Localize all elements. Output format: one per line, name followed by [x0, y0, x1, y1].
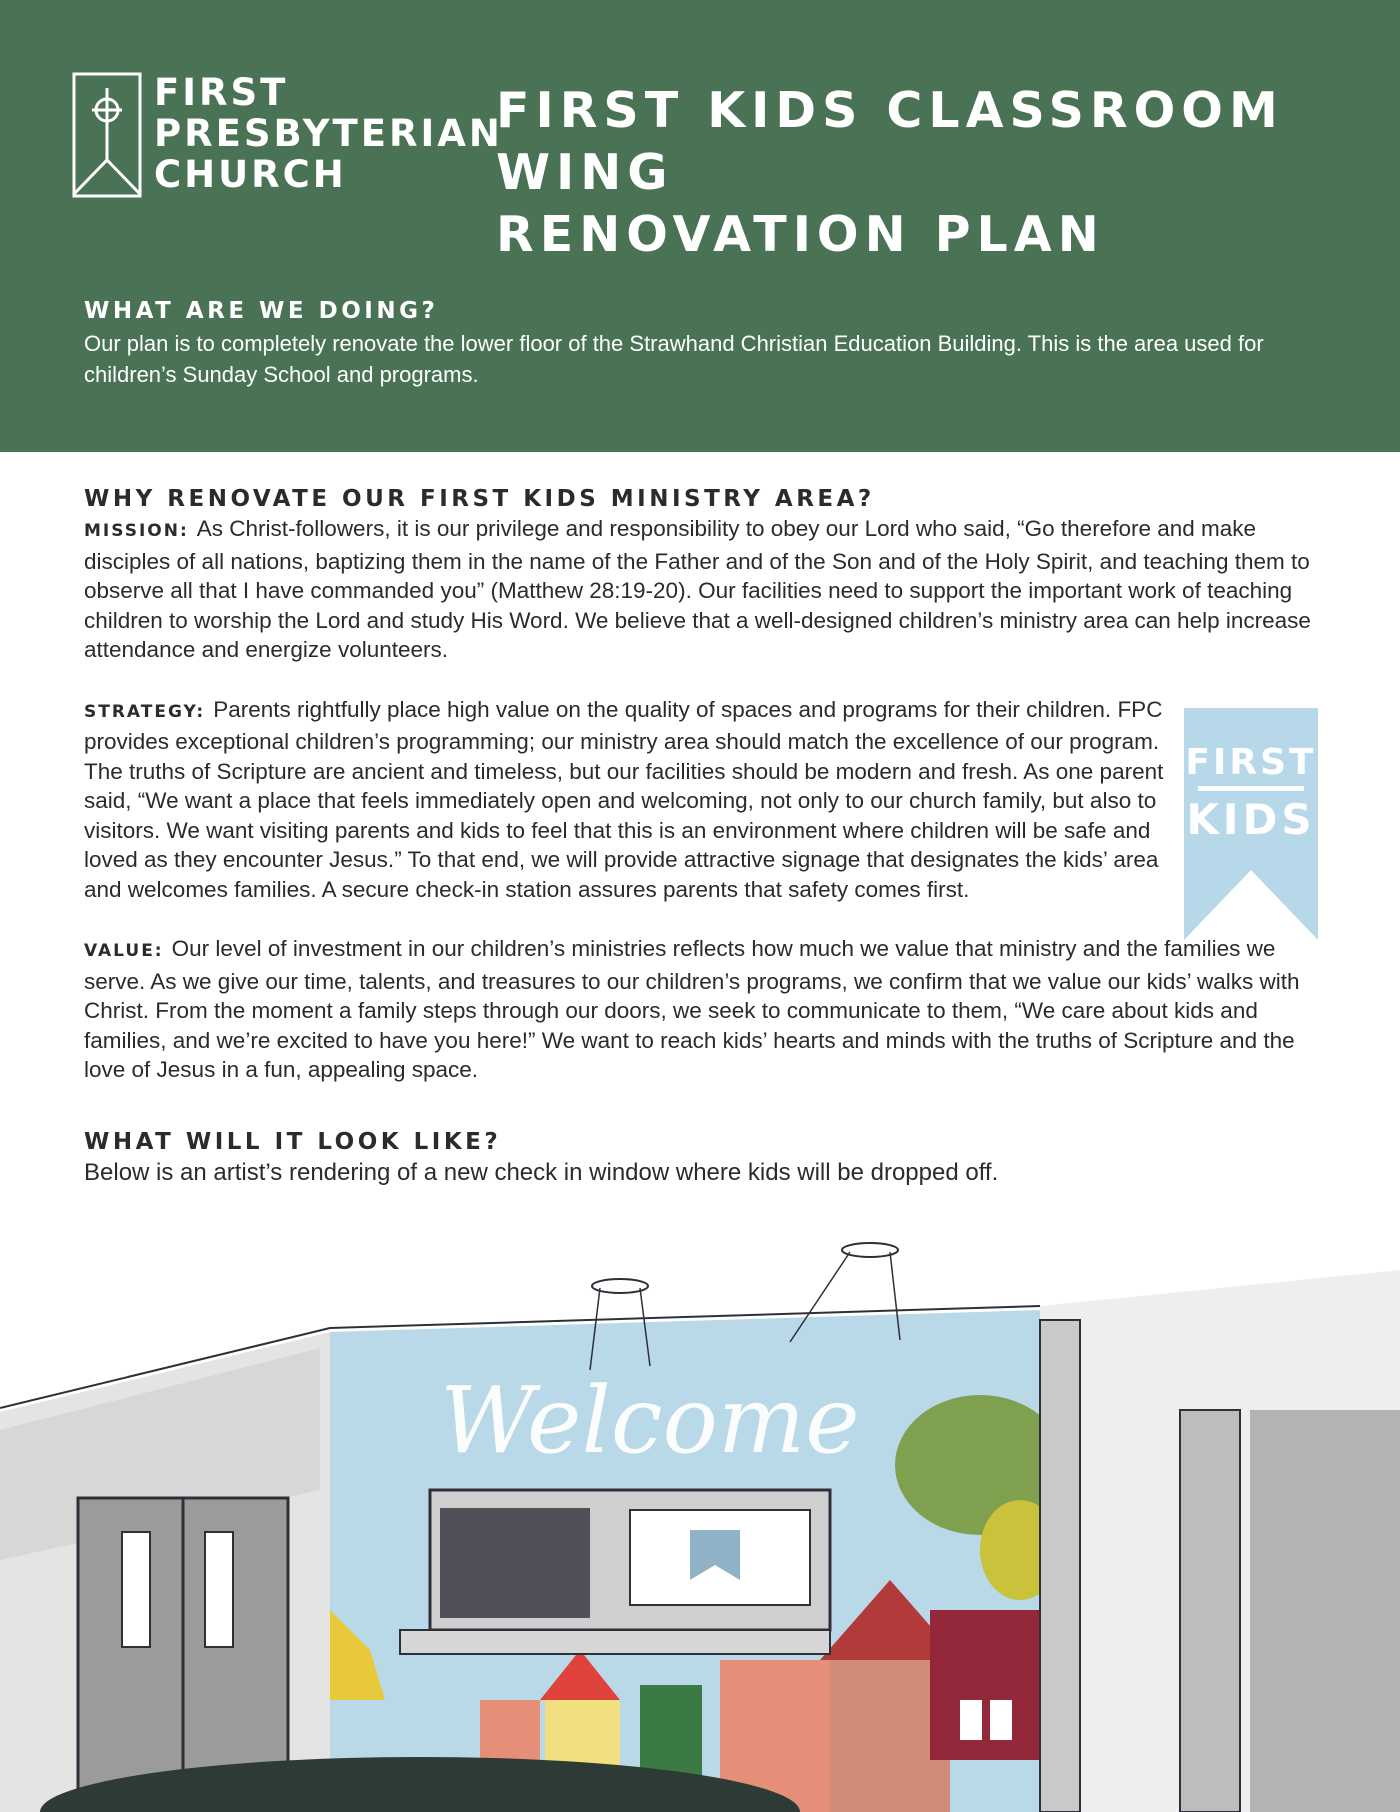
page-title [496, 80, 1376, 266]
header-banner [0, 0, 1400, 452]
strategy-paragraph [84, 695, 1174, 905]
mission-text: As Christ-followers, it is our privilege and responsibility to obey our Lord who said, “Go therefore and make disciples of all nations, baptizing them in the name of the Father and of the Son and of the Holy Spirit, and teaching them to observe all that I have commanded you” (Matthew 28:19-20). Our facilities need to support the important work of teaching children to worship the Lord and study His Word. We believe that a well-designed children’s ministry area can help increase attendance and energize volunteers. [84, 516, 1311, 662]
section-heading-why-renovate: WHY RENOVATE OUR FIRST KIDS MINISTRY AREA? [84, 486, 875, 512]
section-what-are-we-doing [84, 298, 1324, 390]
main-content [84, 486, 1324, 1189]
church-name [154, 72, 503, 195]
mural-welcome-text: Welcome [440, 1367, 860, 1474]
church-steeple-cross-icon [72, 72, 142, 198]
section-what-will-it-look-like [84, 1129, 1324, 1189]
mission-paragraph [84, 514, 1324, 665]
section-heading: WHAT ARE WE DOING? [84, 298, 439, 324]
ribbon-line-2: KIDS [1186, 795, 1316, 844]
value-text: Our level of investment in our children’s ministries reflects how much we value that ministry and the families we serve. As we give our time, talents, and treasures to our children’s programs, we confirm that we value our kids’ walks with Christ. From the moment a family steps through our doors, we seek to communicate to them, “We care about kids and families, and we’re excited to have you here!” We want to reach kids’ hearts and minds with the truths of Scripture and the love of Jesus in a fun, appealing space. [84, 936, 1300, 1082]
page-title-line-1: FIRST KIDS CLASSROOM WING [496, 82, 1284, 201]
page-title-line-2: RENOVATION PLAN [496, 206, 1105, 263]
ribbon-line-1: FIRST [1185, 742, 1317, 783]
church-logo [72, 71, 503, 202]
strategy-block [84, 695, 1324, 905]
church-name-line-2: PRESBYTERIAN [154, 112, 503, 155]
church-name-line-1: FIRST [154, 71, 289, 114]
first-kids-ribbon-logo [1184, 708, 1318, 940]
section-heading-look: WHAT WILL IT LOOK LIKE? [84, 1128, 502, 1155]
church-name-line-3: CHURCH [154, 153, 347, 196]
value-label: VALUE: [84, 941, 164, 961]
mission-label: MISSION: [84, 521, 189, 541]
look-text: Below is an artist’s rendering of a new check in window where kids will be dropped off. [84, 1158, 999, 1186]
section-body: Our plan is to completely renovate the lower floor of the Strawhand Christian Education Building. This is the area used for children’s Sunday School and programs. [84, 331, 1264, 387]
value-paragraph [84, 934, 1324, 1085]
value-block [84, 934, 1324, 1085]
check-in-window-rendering [0, 1230, 1400, 1812]
strategy-text: Parents rightfully place high value on the quality of spaces and programs for their children. FPC provides exceptional children’s programming; our ministry area should match the excellence of our program. The truths of Scripture are ancient and timeless, but our facilities should be modern and fresh. As one parent said, “We want a place that feels immediately open and welcoming, not only to our church family, but also to visitors. We want visiting parents and kids to feel that this is an environment where children will be safe and loved as they encounter Jesus.” To that end, we will provide attractive signage that designates the kids’ area and welcomes families. A secure check-in station assures parents that safety comes first. [84, 696, 1164, 902]
strategy-label: STRATEGY: [84, 701, 206, 722]
